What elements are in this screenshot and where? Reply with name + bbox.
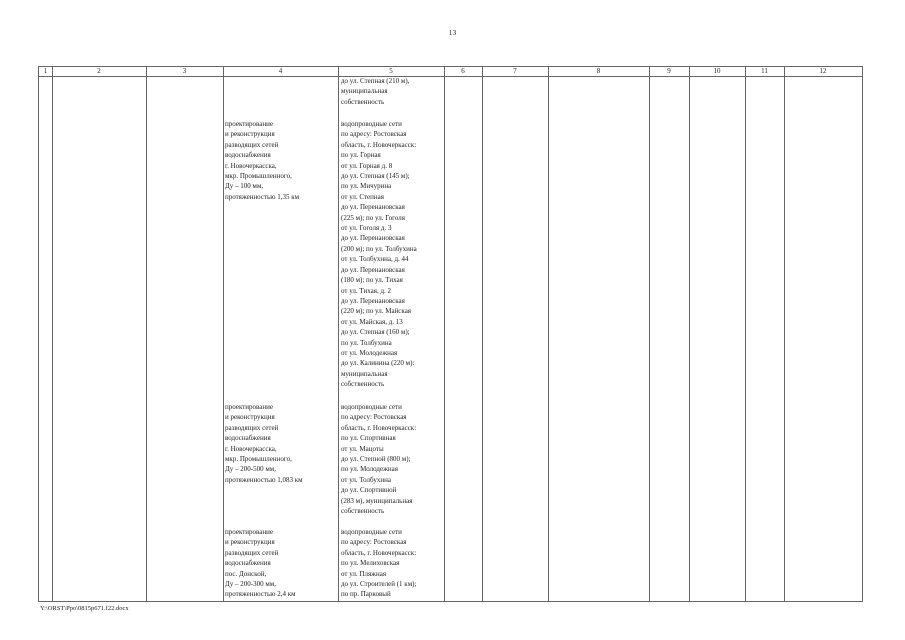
column-divider (784, 67, 785, 601)
column-divider (482, 67, 483, 601)
header-col-1: 1 (43, 67, 48, 75)
header-col-3: 3 (182, 67, 187, 75)
header-col-11: 11 (761, 67, 768, 75)
header-col-10: 10 (713, 67, 721, 75)
header-col-7: 7 (513, 67, 517, 75)
column-divider (548, 67, 549, 601)
header-col-6: 6 (461, 67, 465, 75)
column-divider (52, 67, 53, 601)
column-divider (689, 67, 690, 601)
header-col-5: 5 (389, 67, 393, 75)
column-divider (146, 67, 147, 601)
header-col-4: 4 (278, 67, 283, 75)
header-col-2: 2 (97, 67, 101, 75)
object-location: до ул. Степная (210 м), муниципальная собственность (341, 77, 410, 106)
object-location: водопроводные сети по адресу: Ростовская область, г. Новочеркасск: по ул. Мелиховская от ул. Пляжная до ул. Строителей (1 км); по пр. Парковый (341, 528, 417, 599)
column-divider (223, 67, 224, 601)
header-col-12: 12 (819, 67, 827, 75)
object-location: водопроводные сети по адресу: Ростовская область, г. Новочеркасск: по ул. Горная от ул. Горная д. 8 до ул. Степная (145 м); по ул. Мичурина от ул. Степная до ул. Перенановская (225 м); по ул. Гоголя от ул. Гоголя д. 3 до ул. Перенановская (200 м); по ул. Толбухина от ул. Толбухина, д. 44 до ул. Перенановская (180 м); по ул. Тихая от ул. Тихая, д. 2 до ул. Перенановская (220 м); по ул. Майская от ул. Майская, д. 13 до ул. Степная (160 м); по ул. Толбухина от ул. Молодежная до ул. Калинина (220 м): муниципальная собственность (341, 120, 417, 389)
column-divider (444, 67, 445, 601)
file-path-footer: Y:\ORST\Ppo\0815p671.f22.docx (40, 605, 129, 612)
header-divider (39, 76, 862, 77)
column-divider (745, 67, 746, 601)
column-divider (338, 67, 339, 601)
object-description: проектирование и реконструкция разводящих сетей водоснабжения г. Новочеркасска, мкр. Промышленного, Ду – 100 мм, протяженностью 1,35 км (225, 120, 300, 201)
header-col-9: 9 (667, 67, 671, 75)
object-description: проектирование и реконструкция разводящих сетей водоснабжения пос. Донской, Ду – 200-300 мм, протяженностью 2,4 км (225, 528, 296, 599)
data-table (38, 66, 863, 602)
object-description: проектирование и реконструкция разводящих сетей водоснабжения г. Новочеркасска, мкр. Промышленного, Ду – 200-500 мм, протяженностью 1,083 км (225, 403, 303, 484)
column-divider (649, 67, 650, 601)
page-number: 13 (448, 28, 457, 37)
header-col-8: 8 (596, 67, 601, 75)
object-location: водопроводные сети по адресу: Ростовская область, г. Новочеркасск: по ул. Спортивная от ул. Мацоты до ул. Степной (800 м); по ул. Молодежная от ул. Толбухина до ул. Спортивной (283 м), муниципальная собственность (341, 403, 417, 516)
